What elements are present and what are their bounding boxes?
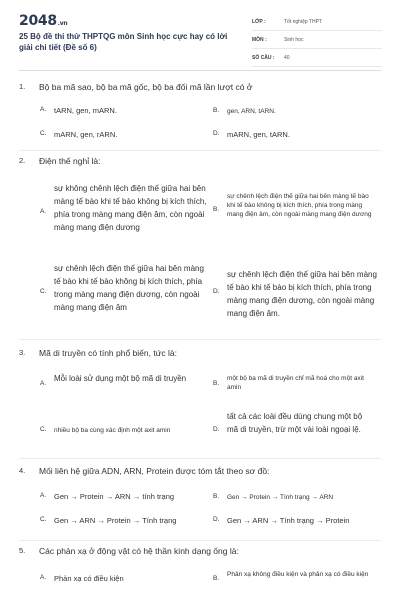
option-letter: A. xyxy=(40,106,47,113)
question-4 xyxy=(19,466,381,542)
question-text: Mã di truyền có tính phổ biến, tức là: xyxy=(39,348,177,358)
option-letter: C. xyxy=(40,426,47,433)
question-number: 5. xyxy=(19,546,26,555)
meta-row-subject xyxy=(252,34,382,49)
question-3 xyxy=(19,348,381,460)
option-d[interactable] xyxy=(213,410,379,452)
question-divider xyxy=(19,458,381,459)
option-text: nhiều bộ ba cùng xác định một axit amin xyxy=(54,427,171,434)
question-number: 4. xyxy=(19,466,26,475)
option-d[interactable] xyxy=(213,516,379,528)
option-text: tARN, gen, mARN. xyxy=(54,106,117,115)
page-header xyxy=(0,0,400,72)
option-c[interactable] xyxy=(40,130,200,142)
question-5 xyxy=(19,546,381,600)
option-letter: B. xyxy=(213,575,220,582)
option-letter: D. xyxy=(213,130,220,137)
option-text: Gen → ARN → Protein → Tính trạng xyxy=(54,516,177,525)
logo-suffix: .vn xyxy=(57,20,68,27)
question-text: Mối liên hệ giữa ADN, ARN, Protein được tóm tắt theo sơ đồ: xyxy=(39,466,270,476)
option-text: sự chênh lệch điện thế giữa hai bên màng tế bào khi tế bào không bị kích thích, phía trong màng mang điện âm, còn ngoài màng mang điện dương xyxy=(227,193,372,218)
option-letter: C. xyxy=(40,288,47,295)
option-text: Mỗi loài sử dụng một bộ mã di truyền xyxy=(54,374,187,383)
question-1 xyxy=(19,82,381,154)
option-a[interactable] xyxy=(40,492,210,504)
document-title: 25 Bộ đề thi thử THPTQG môn Sinh học cực hay có lời giải chi tiết (Đề số 6) xyxy=(19,32,228,52)
meta-value: Tốt nghiệp THPT xyxy=(284,19,322,25)
option-letter: C. xyxy=(40,516,47,523)
question-number: 3. xyxy=(19,348,26,357)
question-number: 1. xyxy=(19,82,26,91)
option-c[interactable] xyxy=(40,262,210,332)
option-letter: B. xyxy=(213,206,220,213)
meta-row-class xyxy=(252,16,382,31)
option-text: gen, ARN, tARN. xyxy=(227,108,276,115)
option-text: Phản xạ có điều kiện xyxy=(54,574,124,583)
question-divider xyxy=(19,339,381,340)
option-b[interactable] xyxy=(213,570,379,590)
option-text: sự chênh lệch điện thế giữa hai bên màng tế bào khi tế bào bị kích thích, phía trong màng mang điện dương, còn ngoài màng mang điện âm. xyxy=(227,270,377,318)
option-text: Gen → Protein → ARN → tính trạng xyxy=(54,492,175,501)
option-a[interactable] xyxy=(40,106,200,118)
meta-value: 40 xyxy=(284,55,290,61)
option-letter: B. xyxy=(213,493,220,500)
option-c[interactable] xyxy=(40,516,210,528)
option-letter: A. xyxy=(40,208,47,215)
option-letter: D. xyxy=(213,288,220,295)
option-letter: C. xyxy=(40,130,47,137)
question-2 xyxy=(19,156,381,342)
option-d[interactable] xyxy=(213,130,379,142)
option-text: Gen → ARN → Tính trạng → Protein xyxy=(227,516,350,525)
meta-value: Sinh học xyxy=(284,37,304,43)
option-letter: A. xyxy=(40,574,47,581)
option-c[interactable] xyxy=(40,426,210,438)
meta-label: LỚP : xyxy=(252,19,266,25)
question-number: 2. xyxy=(19,156,26,165)
question-text: Bộ ba mã sao, bộ ba mã gốc, bộ ba đối mã lần lượt có ở xyxy=(39,82,253,92)
header-divider xyxy=(19,70,381,71)
option-text: Phản xạ không điều kiện và phản xạ có điều kiện xyxy=(227,571,369,578)
option-letter: D. xyxy=(213,426,220,433)
option-letter: B. xyxy=(213,380,220,387)
option-letter: A. xyxy=(40,492,47,499)
option-letter: B. xyxy=(213,107,220,114)
option-text: sự không chênh lệch điện thế giữa hai bên màng tế bào khi tế bào không bị kích thích, phía trong màng mang điện âm, còn ngoài màng mang điện dương xyxy=(54,184,207,232)
option-b[interactable] xyxy=(213,493,379,505)
option-a[interactable] xyxy=(40,372,210,400)
question-divider xyxy=(19,540,381,541)
question-text: Điện thế nghỉ là: xyxy=(39,156,101,166)
option-a[interactable] xyxy=(40,182,210,244)
option-d[interactable] xyxy=(213,268,379,324)
option-text: sự chênh lệch điện thế giữa hai bên màng tế bào khi tế bào không bị kích thích, phía trong màng mang điện dương, còn ngoài màng mang điện âm xyxy=(54,264,204,312)
meta-row-count xyxy=(252,52,382,67)
option-text: mARN, gen, rARN. xyxy=(54,130,118,139)
option-b[interactable] xyxy=(213,107,379,119)
option-a[interactable] xyxy=(40,574,210,586)
option-letter: D. xyxy=(213,516,220,523)
option-text: tất cả các loài đều dùng chung một bộ mã di truyền, trừ một vài loài ngoại lệ. xyxy=(227,412,363,434)
option-text: mARN, gen, tARN. xyxy=(227,130,290,139)
option-b[interactable] xyxy=(213,192,379,240)
option-letter: A. xyxy=(40,380,47,387)
option-text: một bộ ba mã di truyền chỉ mã hoá cho một axit amin xyxy=(227,375,364,391)
meta-label: SỐ CÂU : xyxy=(252,55,275,61)
site-logo[interactable] xyxy=(19,13,67,29)
meta-label: MÔN : xyxy=(252,37,267,43)
question-divider xyxy=(19,150,381,151)
option-b[interactable] xyxy=(213,374,379,396)
exam-meta xyxy=(252,16,382,70)
option-text: Gen → Protein → Tính trạng → ARN xyxy=(227,494,334,501)
logo-text: 2048 xyxy=(19,13,57,29)
question-text: Các phản xạ ở động vật có hệ thần kinh dạng ống là: xyxy=(39,546,239,556)
